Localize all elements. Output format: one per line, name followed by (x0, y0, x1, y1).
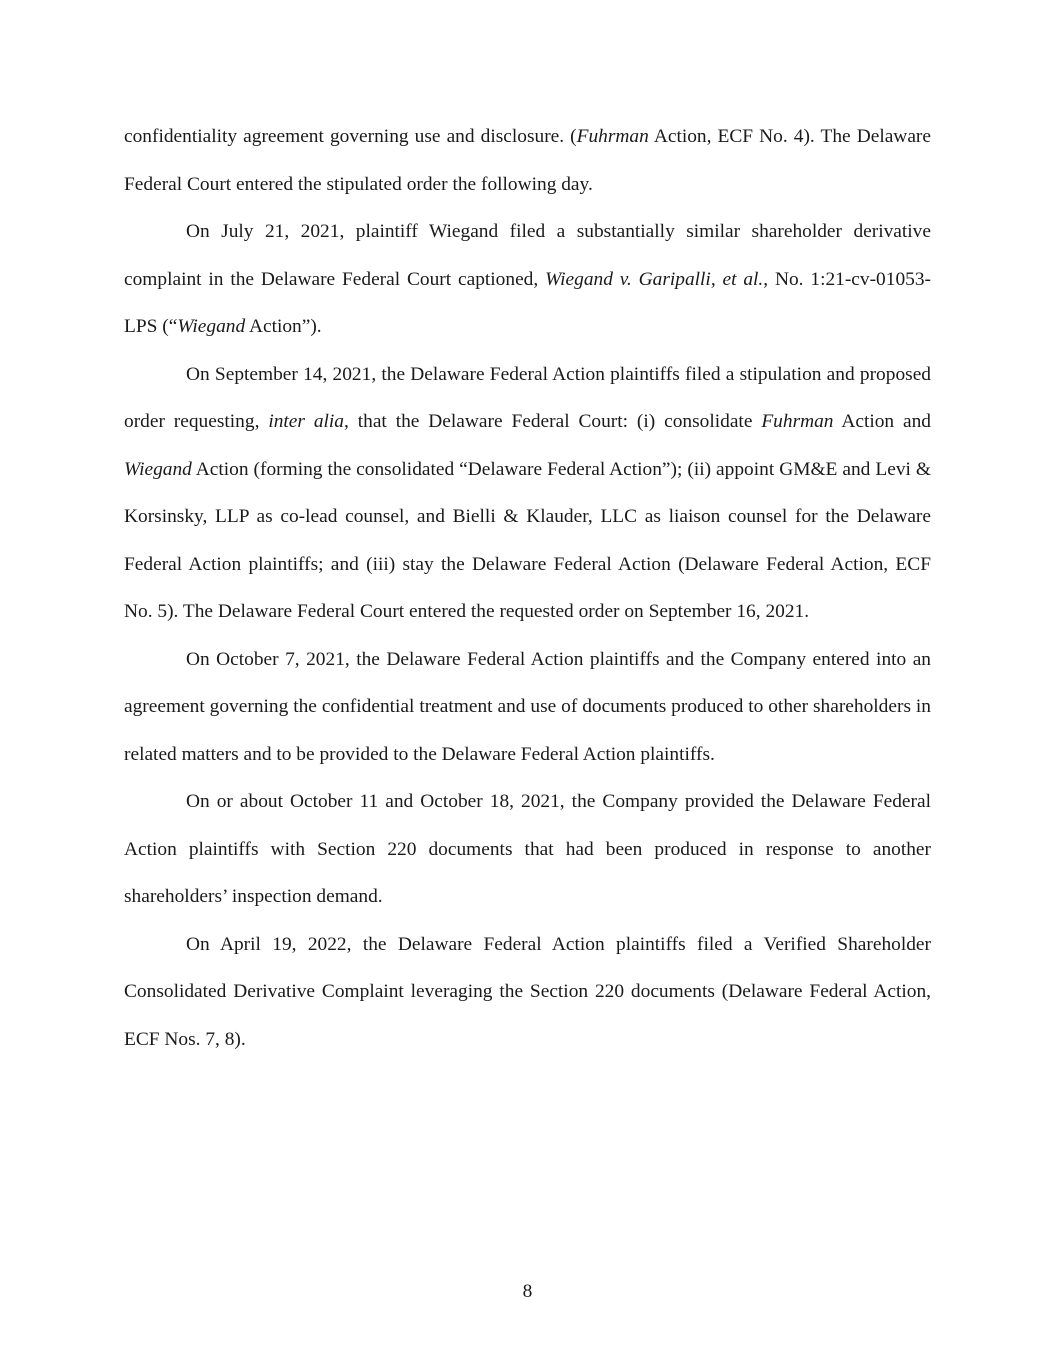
paragraph-1 (124, 113, 931, 208)
text-run: , that the Delaware Federal Court: (i) consolidate (344, 411, 762, 432)
italic-latin-term: inter alia (268, 411, 344, 432)
body-text (124, 113, 931, 1063)
italic-case-caption: Wiegand v. Garipalli, et al. (545, 268, 764, 290)
page-number: 8 (522, 1281, 533, 1302)
paragraph-5 (124, 778, 931, 921)
italic-case-name: Wiegand (177, 316, 246, 337)
text-run: On April 19, 2022, the Delaware Federal Action plaintiffs filed a Verified Shareholder Consolidated Derivative Complaint leveraging the Section 220 documents (Delaware Federal Action, ECF Nos. 7, 8). (124, 933, 931, 1050)
paragraph-6 (124, 921, 931, 1064)
paragraph-3 (124, 351, 931, 636)
text-run: , No. 1:21-cv-01053-LPS (“ (124, 268, 931, 337)
text-run: On October 7, 2021, the Delaware Federal Action plaintiffs and the Company entered into an agreement governing the confidential treatment and use of documents produced to other shareholders in related matters and to be provided to the Delaware Federal Action plaintiffs. (124, 648, 931, 765)
text-run: On September 14, 2021, the Delaware Federal Action plaintiffs filed a stipulation and proposed order requesting, (124, 363, 931, 432)
text-run: On July 21, 2021, plaintiff Wiegand filed a substantially similar shareholder derivative complaint in the Delaware Federal Court captioned, (124, 221, 931, 290)
italic-case-name: Fuhrman (576, 126, 649, 147)
text-run: confidentiality agreement governing use and disclosure. ( (124, 126, 577, 147)
italic-case-name: Fuhrman (761, 411, 834, 432)
text-run: Action”). (245, 316, 322, 337)
paragraph-2 (124, 208, 931, 351)
text-run: Action (forming the consolidated “Delaware Federal Action”); (ii) appoint GM&E and Levi & Korsinsky, LLP as co-lead counsel, and Bielli & Klauder, LLC as liaison counsel for the Delaware Federal Action plaintiffs; and (iii) stay the Delaware Federal Action (Delaware Federal Action, ECF No. 5). The Delaware Federal Court entered the requested order on September 16, 2021. (124, 458, 931, 622)
text-run: Action and (833, 411, 931, 432)
text-run: Action, ECF No. 4). The Delaware Federal Court entered the stipulated order the following day. (124, 126, 931, 195)
paragraph-4 (124, 636, 931, 779)
text-run: On or about October 11 and October 18, 2021, the Company provided the Delaware Federal Action plaintiffs with Section 220 documents that had been produced in response to another shareholders’ inspection demand. (124, 791, 931, 907)
italic-case-name: Wiegand (124, 458, 192, 480)
